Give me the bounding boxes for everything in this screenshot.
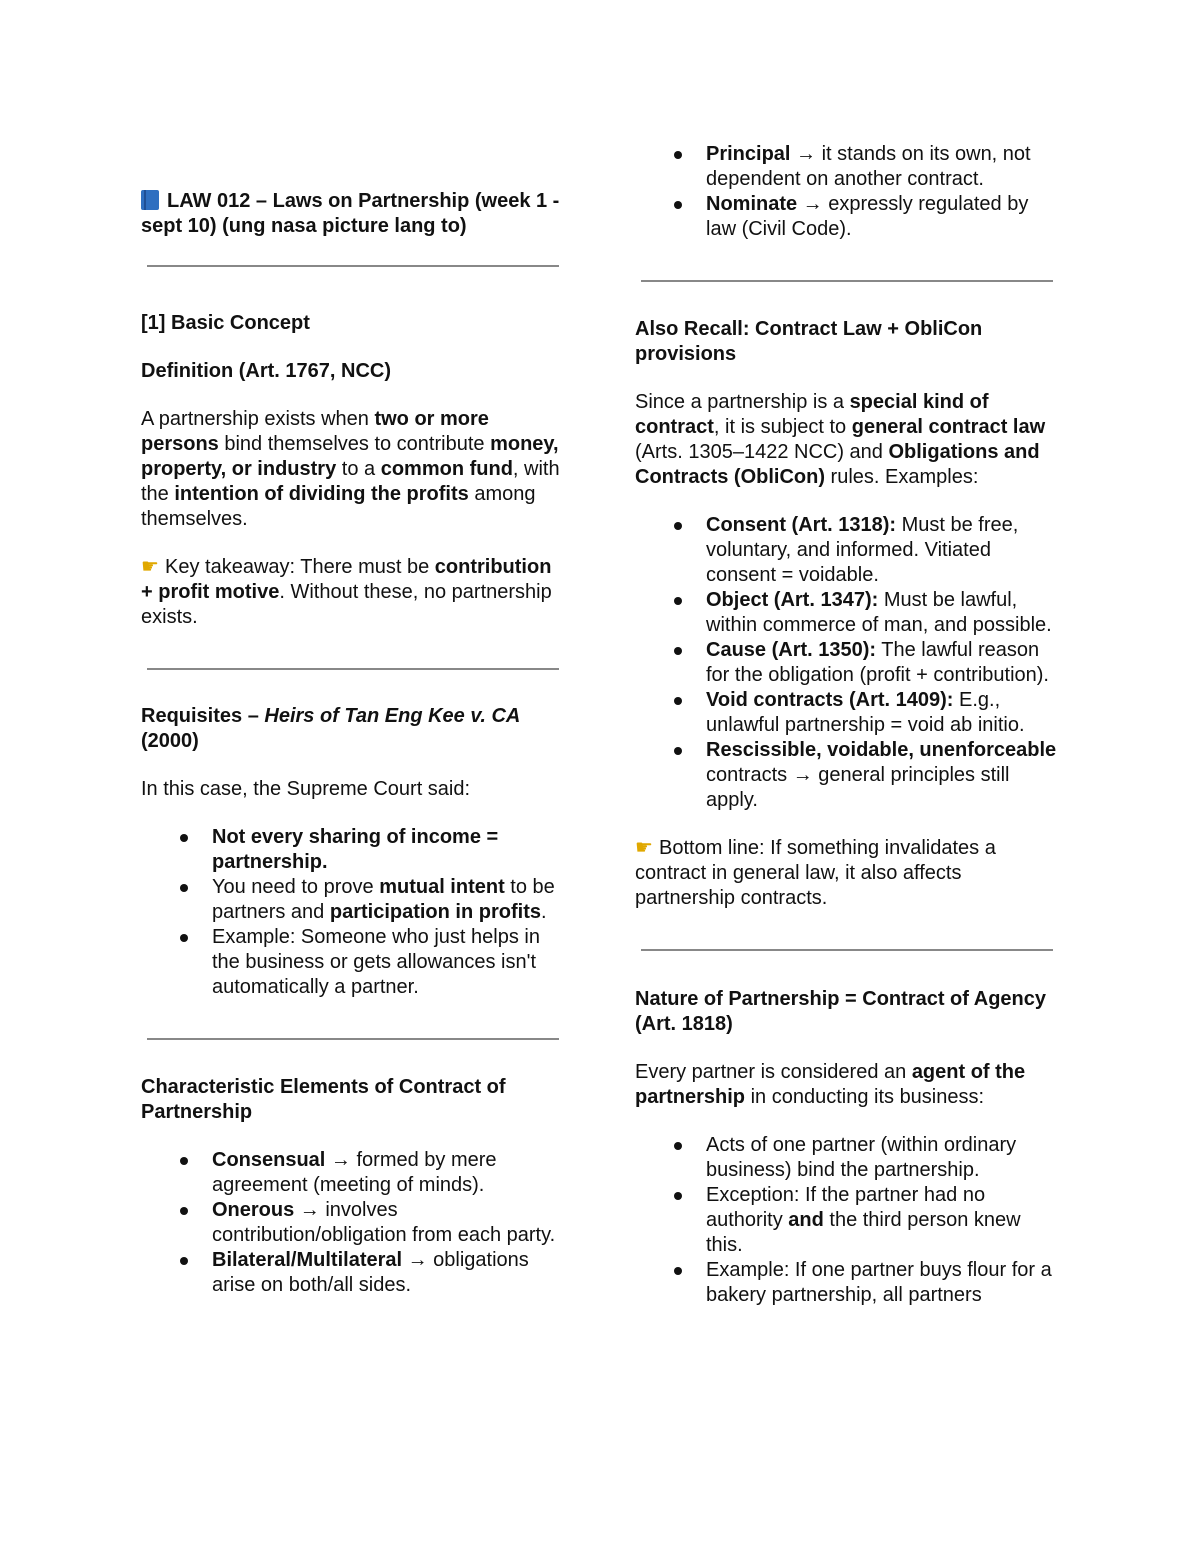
section-heading-recall: Also Recall: Contract Law + ObliCon provisions (635, 318, 983, 365)
list-item: Bilateral/Multilateral → obligations arise on both/all sides. (141, 1248, 561, 1298)
list-item: Example: If one partner buys flour for a bakery partnership, all partners (635, 1258, 1060, 1308)
divider (147, 1038, 559, 1040)
list-item: Nominate → expressly regulated by law (Civil Code). (635, 192, 1060, 242)
nature-intro: Every partner is considered an agent of the partnership in conducting its business: (635, 1061, 1026, 1108)
pointing-hand-icon: ☛ (635, 837, 653, 859)
requisites-list (141, 825, 561, 1000)
list-item: Consent (Art. 1318): Must be free, voluntary, and informed. Vitiated consent = voidable. (635, 513, 1060, 588)
divider (641, 949, 1053, 951)
section-heading-nature: Nature of Partnership = Contract of Agency (Art. 1818) (635, 988, 1046, 1035)
list-item: Exception: If the partner had no authority and the third person knew this. (635, 1183, 1060, 1258)
list-item: Rescissible, voidable, unenforceable contracts → general principles still apply. (635, 738, 1060, 813)
recall-intro: Since a partnership is a special kind of contract, it is subject to general contract law (Arts. 1305–1422 NCC) and Obligations and Contracts (ObliCon) rules. Examples: (635, 391, 1046, 488)
characteristics-list (141, 1148, 561, 1298)
divider (147, 265, 559, 267)
left-column (141, 189, 561, 1298)
document-title: LAW 012 – Laws on Partnership (week 1 - sept 10) (ung nasa picture lang to) (141, 190, 560, 237)
section-heading-characteristics: Characteristic Elements of Contract of Partnership (141, 1076, 506, 1123)
divider (147, 668, 559, 670)
definition-paragraph: A partnership exists when two or more persons bind themselves to contribute money, property, or industry to a common fund, with the intention of dividing the profits among themselves. (141, 408, 560, 530)
list-item: Cause (Art. 1350): The lawful reason for the obligation (profit + contribution). (635, 638, 1060, 688)
book-icon (141, 190, 159, 210)
pointing-hand-icon: ☛ (141, 556, 159, 578)
list-item: Not every sharing of income = partnership. (141, 825, 561, 875)
list-item: Void contracts (Art. 1409): E.g., unlawful partnership = void ab initio. (635, 688, 1060, 738)
list-item: Onerous → involves contribution/obligation from each party. (141, 1198, 561, 1248)
nature-list (635, 1133, 1060, 1308)
list-item: You need to prove mutual intent to be partners and participation in profits. (141, 875, 561, 925)
characteristics-list-continued (635, 142, 1060, 242)
bottom-line: ☛ Bottom line: If something invalidates a contract in general law, it also affects partnership contracts. (635, 837, 996, 909)
divider (641, 280, 1053, 282)
recall-list (635, 513, 1060, 813)
list-item: Example: Someone who just helps in the business or gets allowances isn't automatically a partner. (141, 925, 561, 1000)
list-item: Principal → it stands on its own, not dependent on another contract. (635, 142, 1060, 192)
list-item: Acts of one partner (within ordinary business) bind the partnership. (635, 1133, 1060, 1183)
section-heading-requisites: Requisites – Heirs of Tan Eng Kee v. CA (2000) (141, 705, 521, 752)
definition-heading: Definition (Art. 1767, NCC) (141, 360, 392, 382)
right-column (635, 142, 1060, 1308)
key-takeaway: ☛ Key takeaway: There must be contribution + profit motive. Without these, no partnership exists. (141, 556, 552, 628)
section-heading-basic-concept: [1] Basic Concept (141, 312, 310, 334)
list-item: Consensual → formed by mere agreement (meeting of minds). (141, 1148, 561, 1198)
requisites-intro: In this case, the Supreme Court said: (141, 778, 471, 800)
list-item: Object (Art. 1347): Must be lawful, within commerce of man, and possible. (635, 588, 1060, 638)
